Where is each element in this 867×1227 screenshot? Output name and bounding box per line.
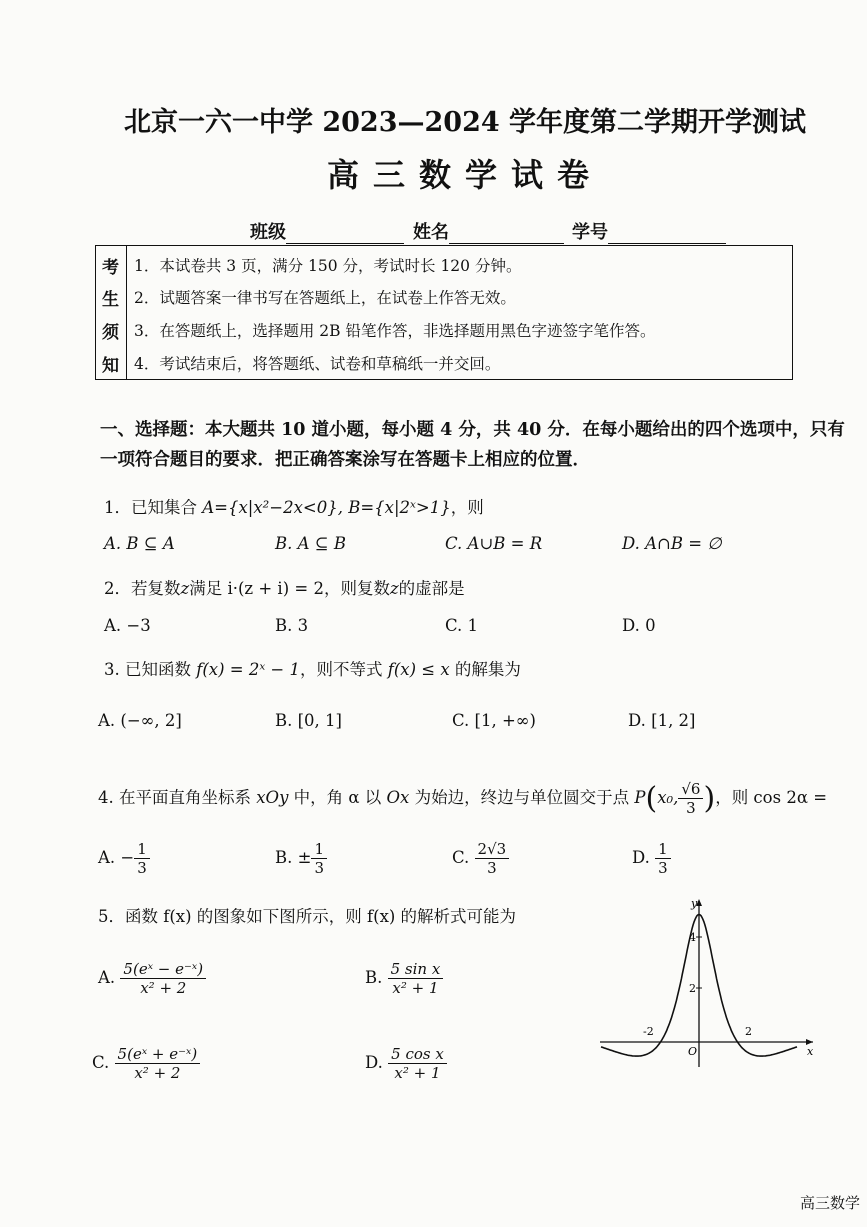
q5-option-b	[365, 960, 443, 997]
notice-item: 2．试题答案一律书写在答题纸上，在试卷上作答无效。	[134, 289, 516, 307]
q2-option-c: C. 1	[445, 616, 479, 635]
q4-axis: Ox	[386, 788, 410, 807]
origin-label: O	[688, 1045, 698, 1058]
denominator: x² + 2	[140, 979, 187, 997]
notice-box	[95, 245, 793, 380]
q3-function: f(x) = 2ˣ − 1	[196, 660, 301, 679]
numerator: 5(eˣ + e⁻ˣ)	[115, 1045, 201, 1064]
q4-prefix: 4. 在平面直角坐标系	[98, 788, 257, 807]
q1-prefix: 1．已知集合	[104, 498, 203, 517]
page-footer: 高三数学	[800, 1194, 861, 1212]
q3-option-b: B. [0, 1]	[275, 711, 342, 730]
notice-item: 3．在答题纸上，选择题用 2B 铅笔作答，非选择题用黑色字迹签字笔作答。	[134, 322, 656, 340]
section-heading-line1: 一、选择题：本大题共 10 道小题，每小题 4 分，共 40 分．在每小题给出的四个选项中，只有	[100, 420, 845, 440]
q3-mid: ，则不等式	[300, 660, 388, 679]
option-label: D.	[365, 1053, 383, 1072]
q4-option-d	[632, 840, 671, 877]
question-4: 4. 在平面直角坐标系 xOy 中，角 α 以 Ox 为始边，终边与单位圆交于点 P(x₀, $\frac{√6}{3}$ )，则 cos 2α =	[98, 780, 828, 817]
option-label: A.	[98, 968, 116, 987]
q4-den: 3	[686, 799, 696, 817]
q3-suffix: 的解集为	[449, 660, 521, 679]
option-label: B.	[275, 848, 293, 867]
name-label: 姓名	[413, 222, 449, 243]
class-field	[250, 218, 404, 244]
numerator: 1	[311, 840, 327, 859]
numerator: 5(eˣ − e⁻ˣ)	[120, 960, 206, 979]
sign: ±	[297, 848, 312, 867]
q5-option-d	[365, 1045, 447, 1082]
notice-side-char: 须	[102, 323, 119, 343]
q4-point-fraction	[678, 780, 703, 817]
q3-option-a: A. (−∞, 2]	[98, 711, 182, 730]
denominator: x² + 1	[394, 1064, 441, 1082]
denominator: 3	[658, 859, 668, 877]
q3-inequality: f(x) ≤ x	[387, 660, 450, 679]
q2-prefix: 2．若复数	[104, 579, 181, 598]
numerator: 1	[655, 840, 671, 859]
x-tick-2: 2	[745, 1025, 752, 1038]
question-2	[104, 575, 465, 599]
q2-mid: 满足 i·(z + i) = 2，则复数	[189, 579, 390, 598]
paper-title: 高三数学试卷	[326, 156, 603, 194]
numerator: 2√3	[475, 840, 510, 859]
option-label: C.	[452, 848, 470, 867]
name-field	[413, 218, 564, 244]
q4-mid: 中，角 α 以	[288, 788, 387, 807]
q1-option-d: D. A∩B = ∅	[622, 534, 722, 553]
q1-suffix: ，则	[450, 498, 484, 517]
option-label: A.	[98, 848, 116, 867]
option-label: C.	[92, 1053, 110, 1072]
notice-item: 4．考试结束后，将答题纸、试卷和草稿纸一并交回。	[134, 355, 501, 373]
numerator: 5 sin x	[388, 960, 444, 979]
class-blank	[286, 225, 404, 244]
denominator: x² + 2	[134, 1064, 181, 1082]
numerator: 5 cos x	[388, 1045, 447, 1064]
q3-option-d: D. [1, 2]	[628, 711, 696, 730]
q2-option-a: A. −3	[104, 616, 151, 635]
q4-coordsys: xOy	[256, 788, 289, 807]
q4-mid2: 为始边，终边与单位圆交于点	[409, 788, 635, 807]
q3-option-c: C. [1, +∞)	[452, 711, 536, 730]
q2-var: z	[180, 579, 190, 598]
q4-suffix: ，则 cos 2α =	[715, 788, 828, 807]
notice-side-char: 知	[102, 356, 119, 376]
q4-x0: x₀,	[657, 788, 679, 807]
id-field	[572, 218, 726, 244]
notice-side	[96, 246, 127, 379]
notice-side-char: 生	[102, 290, 119, 310]
q1-math: A={x|x²−2x<0}, B={x|2ˣ>1}	[202, 498, 451, 517]
q4-option-a	[98, 840, 150, 877]
q2-var: z	[389, 579, 399, 598]
q5-function-graph	[595, 895, 820, 1070]
option-label: D.	[632, 848, 650, 867]
numerator: 1	[134, 840, 150, 859]
q4-option-b	[275, 840, 327, 877]
question-5: 5．函数 f(x) 的图象如下图所示，则 f(x) 的解析式可能为	[98, 907, 517, 926]
denominator: 3	[314, 859, 324, 877]
school-title: 北京一六一中学 2023—2024 学年度第二学期开学测试	[123, 107, 807, 138]
name-blank	[449, 225, 564, 244]
option-label: B.	[365, 968, 383, 987]
q1-option-a: A. B ⊆ A	[104, 534, 175, 553]
question-1	[104, 494, 484, 518]
q2-option-b: B. 3	[275, 616, 309, 635]
sign: −	[120, 848, 135, 867]
id-label: 学号	[572, 222, 608, 243]
q1-option-c: C. A∪B = R	[445, 534, 543, 553]
denominator: 3	[137, 859, 147, 877]
y-axis-label: y	[691, 897, 698, 910]
denominator: 3	[487, 859, 497, 877]
class-label: 班级	[250, 222, 286, 243]
denominator: x² + 1	[392, 979, 439, 997]
x-axis-label: x	[807, 1045, 814, 1058]
q5-option-a	[98, 960, 206, 997]
section-heading-line2: 一项符合题目的要求．把正确答案涂写在答题卡上相应的位置．	[100, 450, 590, 470]
x-tick-neg2: -2	[643, 1025, 654, 1038]
notice-side-char: 考	[102, 258, 119, 278]
id-blank	[608, 225, 726, 244]
question-3	[104, 656, 521, 680]
y-tick-2: 2	[689, 982, 696, 995]
q2-suffix: 的虚部是	[398, 579, 465, 598]
q4-point: P	[634, 788, 646, 807]
notice-item: 1．本试卷共 3 页，满分 150 分，考试时长 120 分钟。	[134, 257, 522, 275]
q2-option-d: D. 0	[622, 616, 656, 635]
q4-option-c	[452, 840, 509, 877]
q1-option-b: B. A ⊆ B	[275, 534, 346, 553]
q4-sqrt6: √6	[678, 780, 703, 799]
q5-option-c	[92, 1045, 200, 1082]
q3-prefix: 3. 已知函数	[104, 660, 197, 679]
y-tick-4: 4	[689, 931, 696, 944]
